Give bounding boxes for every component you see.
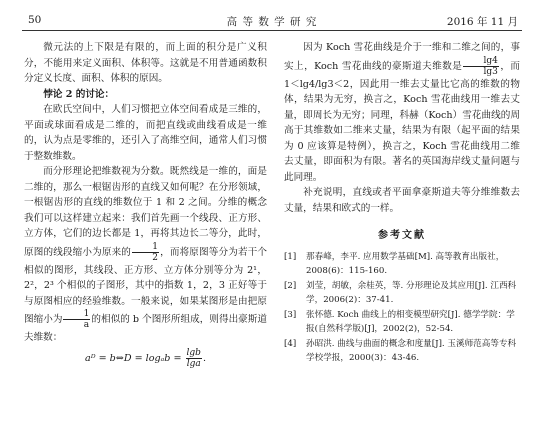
journal-title: 高 等 数 学 研 究 bbox=[226, 16, 318, 28]
fraction-lg4-lg3: $\frac{\lg 4}{\lg 3}$ bbox=[463, 56, 499, 77]
left-column bbox=[24, 40, 267, 369]
paragraph-improper-integral: 微元法的上下限是有限的，而上面的积分是广义积分，不能用来定义面积、体积等。这就是不用普通函数积分定义长度、面积、体积的原因。 bbox=[24, 42, 267, 84]
fraction-one-half: $\frac{1}{2}$ bbox=[132, 242, 159, 263]
reference-item: [4] 孙昭洪. 曲线与曲面的概念和度量[J]. 玉溪师范高等专科学校学报，2000(3)：43-46. bbox=[284, 338, 517, 363]
references-title: 参考文献 bbox=[378, 230, 426, 241]
fraction-lgb-lga: $\frac{\lg b}{\lg a}$ bbox=[186, 347, 201, 369]
reference-item: [3] 张怀德. Koch 曲线上的相变模型研究[J]. 德学学院：学报(自然科学版)[J]，2002(2)，52-54. bbox=[284, 309, 515, 334]
reference-item: [2] 刘莹，胡敏，余桂英，等. 分形理论及其应用[J]. 江西科学，2006(2)：37-41. bbox=[284, 280, 517, 305]
page-number: 50 bbox=[28, 14, 42, 26]
paragraph-fractal-dimension: 而分形理论把维数视为分数。既然线是一维的，面是二维的，那么一根锯齿形的直线又如何呢？在分形领域，一根锯齿形的直线的维数位于 1 和 2 之间。分维的概念我们可以这样建立起来：我们首先画一个线段、正方形、立方体，它们的边长都是 1，再将其边长二等分，此时，原图的线段缩小为原来的 $\frac{1}{2}$ ，而将原图等分为若干个相似的图形，其线段、正方形、立方体分别等分为 2¹，2²，2³ 个相似的子图形，其中的指数 1，2，3 正好等于与原图相应的经验维数。一般来说，如果某图形是由把原图缩小为 $\frac{1}{a}$ 的相似的 b 个图形所组成，则得出豪斯道夫维数： bbox=[24, 166, 268, 343]
right-column bbox=[284, 40, 520, 366]
fraction-one-over-a: $\frac{1}{a}$ bbox=[63, 309, 90, 330]
page-header bbox=[22, 12, 522, 31]
hausdorff-formula: aᴰ = b⇔D = logₐb = $\frac{\lg b}{\lg a}$ . bbox=[84, 347, 207, 369]
issue-date: 2016 年 11 月 bbox=[446, 16, 518, 28]
paragraph-supplement: 补充说明，直线或者平面拿豪斯道夫等分维维数去丈量，结果和欧式的一样。 bbox=[284, 187, 520, 214]
paragraph-euclidean-dimension: 在欧氏空间中，人们习惯把立体空间看成是三维的，平面或球面看成是二维的，而把直线或曲线看成是一维的，认为点是零维的，还引入了高维空间，通常人们习惯于整数维数。 bbox=[24, 104, 267, 162]
reference-item: [1] 那春峰，李平. 应用数学基础[M]. 高等教育出版社，2008(6)：115-160. bbox=[284, 251, 505, 276]
paradox-2-heading: 悖论 2 的讨论： bbox=[43, 88, 115, 100]
references-list bbox=[284, 250, 520, 365]
paragraph-koch-snowflake: 因为 Koch 雪花曲线是介于一维和二维之间的，事实上，Koch 雪花曲线的豪斯道夫维数是 $\frac{\lg 4}{\lg 3}$ ，而 1＜lg4/lg3＜2，因此用一维去丈量比它高的维数的物体，结果为无穷，换言之，Koch 雪花曲线用一维去丈量，即周长为无穷；同理，科赫（Koch）雪花曲线的周高于其维数如二维来丈量，结果为有限（起平面的结果为 0 应该算是特例），换言之，Koch 雪花曲线用二维去丈量，即面积为有限。著名的英国海岸线丈量问题与此同理。 bbox=[284, 42, 521, 183]
